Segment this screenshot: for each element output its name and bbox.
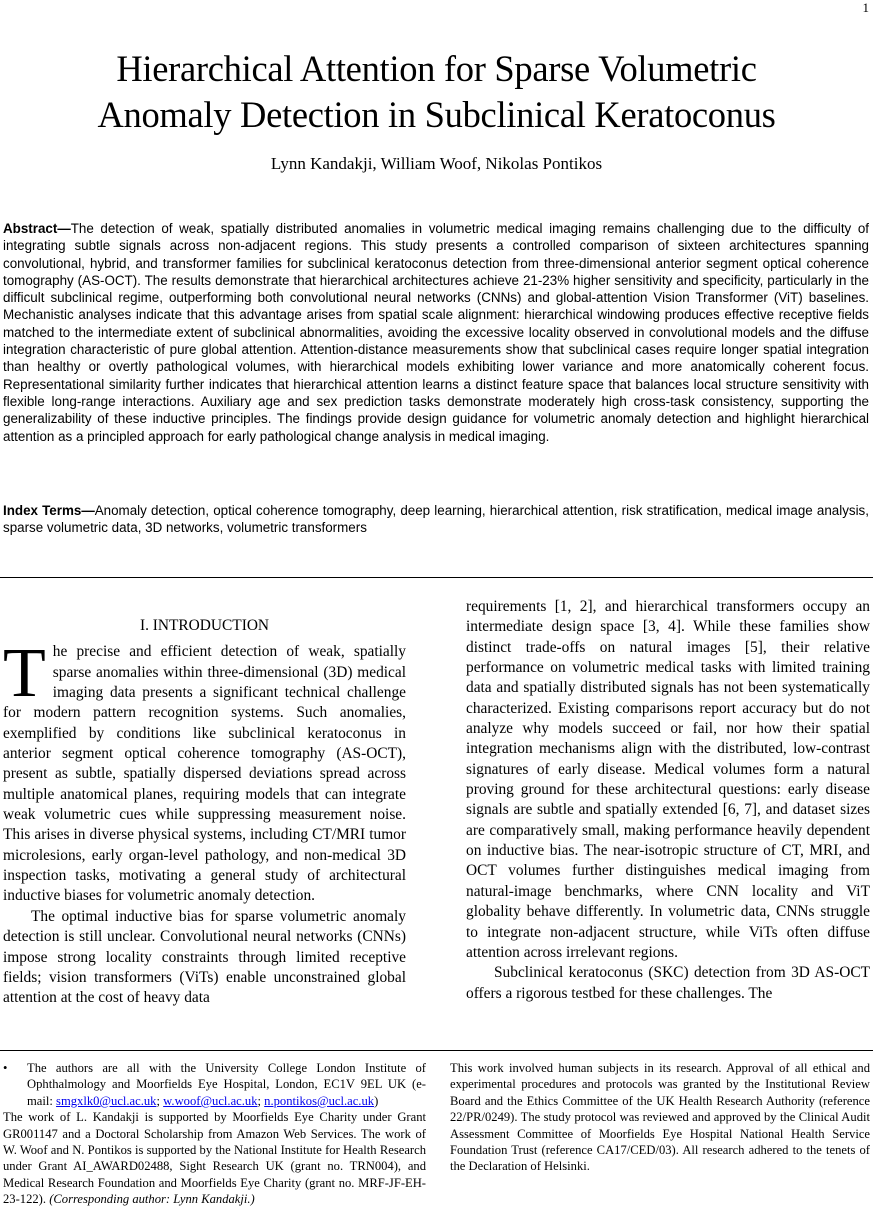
- intro-paragraph-2-start: The optimal inductive bias for sparse volumetric anomaly detection is still unclear. Convolutional neural networks (CNNs) impose strong locality constraints through limited receptive fields; vision transformers (ViTs) enable unconstrained global attention at the cost of heavy data: [3, 907, 406, 1007]
- abstract-text: The detection of weak, spatially distributed anomalies in volumetric medical imaging remains challenging due to the difficulty of integrating subtle signals across non-adjacent regions. This study presents a controlled comparison of sixteen architectures spanning convolutional, hybrid, and transformer families for subclinical keratoconus detection from three-dimensional anterior segment optical coherence tomography (AS-OCT). The results demonstrate that hierarchical architectures achieve 21-23% higher sensitivity and specificity, particularly in the difficult subclinical regime, outperforming both convolutional neural networks (CNNs) and global-attention Vision Transformer (ViT) baselines. Mechanistic analyses indicate that this advantage arises from spatial scale alignment: hierarchical windowing produces effective receptive fields matched to the intermediate extent of subclinical abnormalities, avoiding the excessive locality observed in convolutional models and the diffuse integration characteristic of pure global attention. Attention-distance measurements show that subclinical cases require longer spatial integration than healthy or overtly pathological volumes, with hierarchical models exhibiting lower variance and more anatomically coherent focus. Representational similarity further indicates that hierarchical attention learns a distinct feature space that balances local structure sensitivity with flexible long-range interactions. Auxiliary age and sex prediction tasks demonstrate moderately high cross-task consistency, supporting the generalizability of these inductive principles. The findings provide design guidance for volumetric anomaly detection and highlight hierarchical attention as a principled approach for early pathological change analysis in medical imaging.: [3, 221, 869, 444]
- corresponding-author: (Corresponding author: Lynn Kandakji.): [49, 1192, 255, 1207]
- page-number: 1: [862, 0, 869, 15]
- email-link-kandakji[interactable]: smgxlk0@ucl.ac.uk: [56, 1093, 157, 1108]
- intro-paragraph-1: [3, 635, 406, 906]
- intro-paragraph-1-text: he precise and efficient detection of weak, spatially sparse anomalies within three-dimensional (3D) medical imaging data presents a significant technical challenge for modern pattern recognition systems. Such anomalies, exemplified by conditions like subclinical keratoconus in anterior segment optical coherence tomography (AS-OCT), present as subtle, spatially dispersed deviations spread across multiple anatomical planes, requiring models that can integrate weak volumetric cues while suppressing measurement noise. This arises in diverse physical systems, including CT/MRI tumor microlesions, early organ-level pathology, and non-medical 3D inspection tasks, motivating a general study of architectural inductive biases for volumetric anomaly detection.: [3, 643, 406, 905]
- footnote-affiliations: [3, 1060, 426, 1208]
- email-link-pontikos[interactable]: n.pontikos@ucl.ac.uk: [264, 1093, 375, 1108]
- email-separator: ;: [257, 1093, 262, 1108]
- footnote-ethics: This work involved human subjects in its research. Approval of all ethical and experimental procedures and protocols was granted by the Institutional Review Board and the Ethics Committee of the UK Health Research Authority (reference 22/PR/0249). The study protocol was reviewed and approved by the Clinical Audit Assessment Committee of Moorfields Eye Hospital National Health Service Foundation Trust (reference CA17/CED/03). All research adhered to the tenets of the Declaration of Helsinki.: [450, 1061, 870, 1174]
- section-heading-introduction: I. INTRODUCTION: [139, 617, 270, 634]
- affiliation-body: The authors are all with the University College London Institute of Ophthalmology and Moorfields Eye Hospital, London, EC1V 9EL UK (e-mail:: [27, 1061, 426, 1108]
- abstract: [3, 220, 869, 445]
- email-link-woof[interactable]: w.woof@ucl.ac.uk: [163, 1093, 258, 1108]
- index-terms-text: Anomaly detection, optical coherence tomography, deep learning, hierarchical attention, risk stratification, medical image analysis, sparse volumetric data, 3D networks, volumetric transformers: [3, 503, 869, 536]
- funding-note: [3, 1109, 426, 1207]
- index-terms-label: Index Terms—: [3, 503, 95, 518]
- author-list: Lynn Kandakji, William Woof, Nikolas Pontikos: [270, 154, 603, 173]
- intro-paragraph-3: Subclinical keratoconus (SKC) detection from 3D AS-OCT offers a rigorous testbed for these challenges. The: [466, 964, 870, 1002]
- title-line-2: Anomaly Detection in Subclinical Keratoconus: [97, 94, 776, 135]
- bullet-icon: •: [3, 1061, 8, 1075]
- index-terms: [3, 502, 869, 537]
- funding-text: The work of L. Kandakji is supported by Moorfields Eye Charity under Grant GR001147 and a Doctoral Scholarship from Amazon Web Services. The work of W. Woof and N. Pontikos is supported by the National Institute for Health Research under Grant AI_AWARD02488, Sight Research UK (grant no. TRN004), and Medical Research Foundation and Moorfields Eye Charity (grant no. MRF-JF-EH-23-122).: [3, 1110, 426, 1207]
- drop-cap: T: [3, 635, 46, 713]
- footnote-divider: [0, 1050, 873, 1051]
- affiliation-close: ): [374, 1093, 379, 1108]
- paper-title: [0, 46, 873, 138]
- intro-paragraph-2-continued: requirements [1, 2], and hierarchical transformers occupy an intermediate design space [3, 4]. While these families show distinct trade-offs on natural images [5], their relative performance on volumetric medical tasks with limited training data and spatially distributed signals has not been systematically characterized. Existing comparisons report accuracy but do not analyze why models succeed or fail, nor how their spatial integration mechanisms align with the distributed, low-contrast signatures of early disease. Medical volumes form a natural proving ground for these architectural questions: early disease signals are subtle and spatially extended [6, 7], and dataset sizes are comparatively small, making performance heavily dependent on inductive bias. The near-isotropic structure of CT, MRI, and OCT volumes further distinguishes medical imaging from natural-image benchmarks, where CNN locality and ViT globality behave differently. In volumetric data, CNNs struggle to integrate non-adjacent structure, while ViTs often diffuse attention across irrelevant regions.: [466, 598, 870, 961]
- affiliation-text: [27, 1060, 426, 1109]
- affiliation-note: [3, 1060, 426, 1109]
- email-separator: ;: [156, 1093, 160, 1108]
- title-line-1: Hierarchical Attention for Sparse Volumetric: [116, 48, 757, 89]
- right-column: [466, 597, 870, 1004]
- left-column: [3, 616, 406, 1009]
- abstract-label: Abstract—: [3, 221, 71, 236]
- section-divider: [0, 577, 873, 578]
